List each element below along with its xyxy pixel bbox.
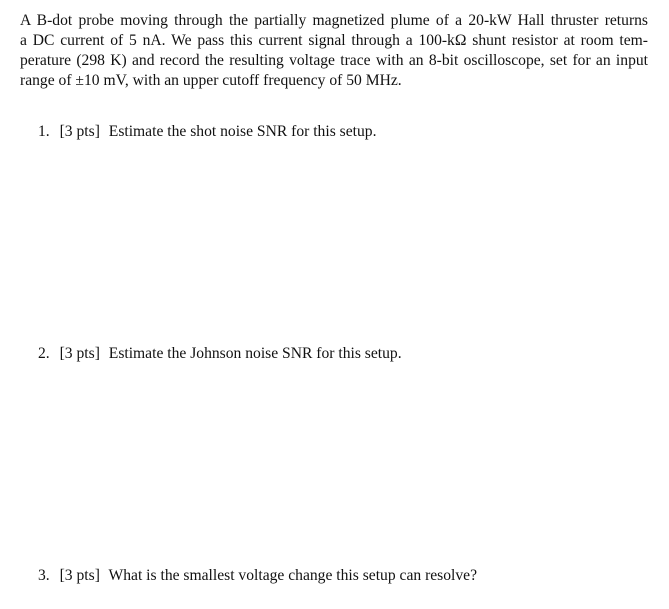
question-text: What is the smallest voltage change this setup can resolve?: [108, 567, 478, 584]
problem-statement: [20, 11, 648, 91]
problem-statement-line: a DC current of 5 nA. We pass this current signal through a 100-kΩ shunt resistor at room tem-: [20, 32, 648, 49]
question-text: Estimate the Johnson noise SNR for this setup.: [108, 345, 402, 362]
question-2: [38, 344, 402, 364]
question-points: [3 pts]: [59, 567, 100, 584]
question-number: 2.: [38, 345, 50, 362]
question-3: [38, 566, 477, 586]
question-number: 1.: [38, 123, 50, 140]
problem-statement-line: perature (298 K) and record the resulting voltage trace with an 8-bit oscilloscope, set for an input: [20, 52, 648, 69]
problem-statement-line: A B-dot probe moving through the partially magnetized plume of a 20-kW Hall thruster returns: [20, 12, 648, 29]
problem-statement-line: range of ±10 mV, with an upper cutoff frequency of 50 MHz.: [20, 72, 402, 89]
question-1: [38, 122, 376, 142]
question-text: Estimate the shot noise SNR for this setup.: [108, 123, 377, 140]
question-points: [3 pts]: [59, 123, 100, 140]
question-number: 3.: [38, 567, 50, 584]
question-points: [3 pts]: [59, 345, 100, 362]
